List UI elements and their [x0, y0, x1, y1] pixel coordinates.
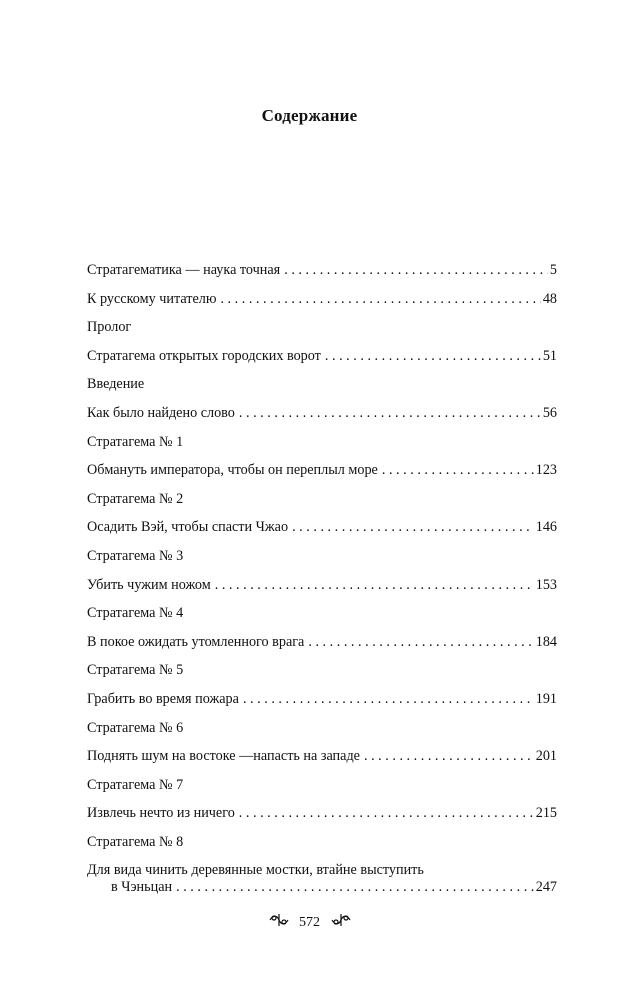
toc-heading: Пролог [87, 319, 132, 336]
toc-entry-label-continued: в Чэньцан [111, 879, 173, 896]
toc-heading: Стратагема № 3 [87, 547, 184, 564]
toc-heading: Стратагема № 6 [87, 719, 184, 736]
dot-leader [284, 262, 548, 279]
dot-leader [239, 405, 541, 422]
dot-leader [364, 748, 534, 765]
toc-heading: Стратагема № 5 [87, 662, 184, 679]
toc-heading: Стратагема № 2 [87, 490, 184, 507]
toc-heading: Введение [87, 376, 145, 393]
toc-page-number: 247 [535, 879, 557, 896]
toc-entry [87, 577, 557, 606]
toc-heading: Стратагема № 7 [87, 776, 184, 793]
toc-page-number: 5 [549, 262, 557, 278]
toc-entry-label: Извлечь нечто из ничего [87, 805, 235, 822]
dot-leader [292, 519, 534, 536]
ornament-right-icon [330, 912, 352, 933]
toc-page-number: 184 [535, 633, 557, 650]
toc-entry [87, 691, 557, 720]
toc-page-number: 191 [535, 690, 557, 707]
toc-entry [87, 462, 557, 491]
toc-entry-label: Для вида чинить деревянные мостки, втайне выступить [87, 862, 424, 879]
dot-leader [215, 577, 534, 594]
toc-entry-label: В покое ожидать утомленного врага [87, 633, 305, 650]
toc-heading: Стратагема № 4 [87, 605, 184, 622]
toc-page-number: 146 [535, 519, 557, 536]
toc-entry-label: Грабить во время пожара [87, 690, 239, 707]
toc-entry [87, 348, 557, 377]
toc-entry [87, 291, 557, 320]
toc-entry-label: Как было найдено слово [87, 404, 235, 421]
dot-leader [382, 462, 534, 479]
dot-leader [308, 634, 533, 651]
toc-heading: Стратагема № 1 [87, 433, 184, 450]
toc-entry-label: Убить чужим ножом [87, 576, 211, 593]
toc-entry [87, 634, 557, 663]
page-title: Содержание [261, 106, 358, 125]
table-of-contents [87, 262, 557, 908]
toc-entry [87, 262, 557, 291]
dot-leader [176, 879, 534, 896]
toc-page-number: 51 [542, 347, 557, 364]
toc-entry-label: Стратагематика — наука точная [87, 262, 281, 278]
toc-entry-label: Поднять шум на востоке —напасть на западе [87, 748, 360, 765]
toc-entry [87, 748, 557, 777]
toc-entry-label: Стратагема открытых городских ворот [87, 347, 321, 364]
toc-entry [87, 519, 557, 548]
page-footer [0, 912, 619, 933]
toc-page-number: 201 [535, 748, 557, 765]
page-number: 572 [299, 914, 320, 930]
dot-leader [325, 348, 541, 365]
toc-page-number: 153 [535, 576, 557, 593]
dot-leader [239, 805, 534, 822]
toc-entry-label: К русскому читателю [87, 290, 217, 307]
dot-leader [220, 291, 540, 308]
ornament-left-icon [268, 912, 290, 933]
toc-entry-label: Осадить Вэй, чтобы спасти Чжао [87, 519, 289, 536]
toc-entry [87, 805, 557, 834]
toc-page-number: 215 [535, 805, 557, 822]
toc-page-number: 48 [542, 290, 557, 307]
toc-entry [87, 862, 557, 908]
dot-leader [243, 691, 534, 708]
toc-entry [87, 405, 557, 434]
toc-entry-label: Обмануть императора, чтобы он переплыл море [87, 462, 378, 479]
toc-heading: Стратагема № 8 [87, 833, 184, 850]
toc-page-number: 123 [535, 462, 557, 479]
toc-page-number: 56 [542, 404, 557, 421]
